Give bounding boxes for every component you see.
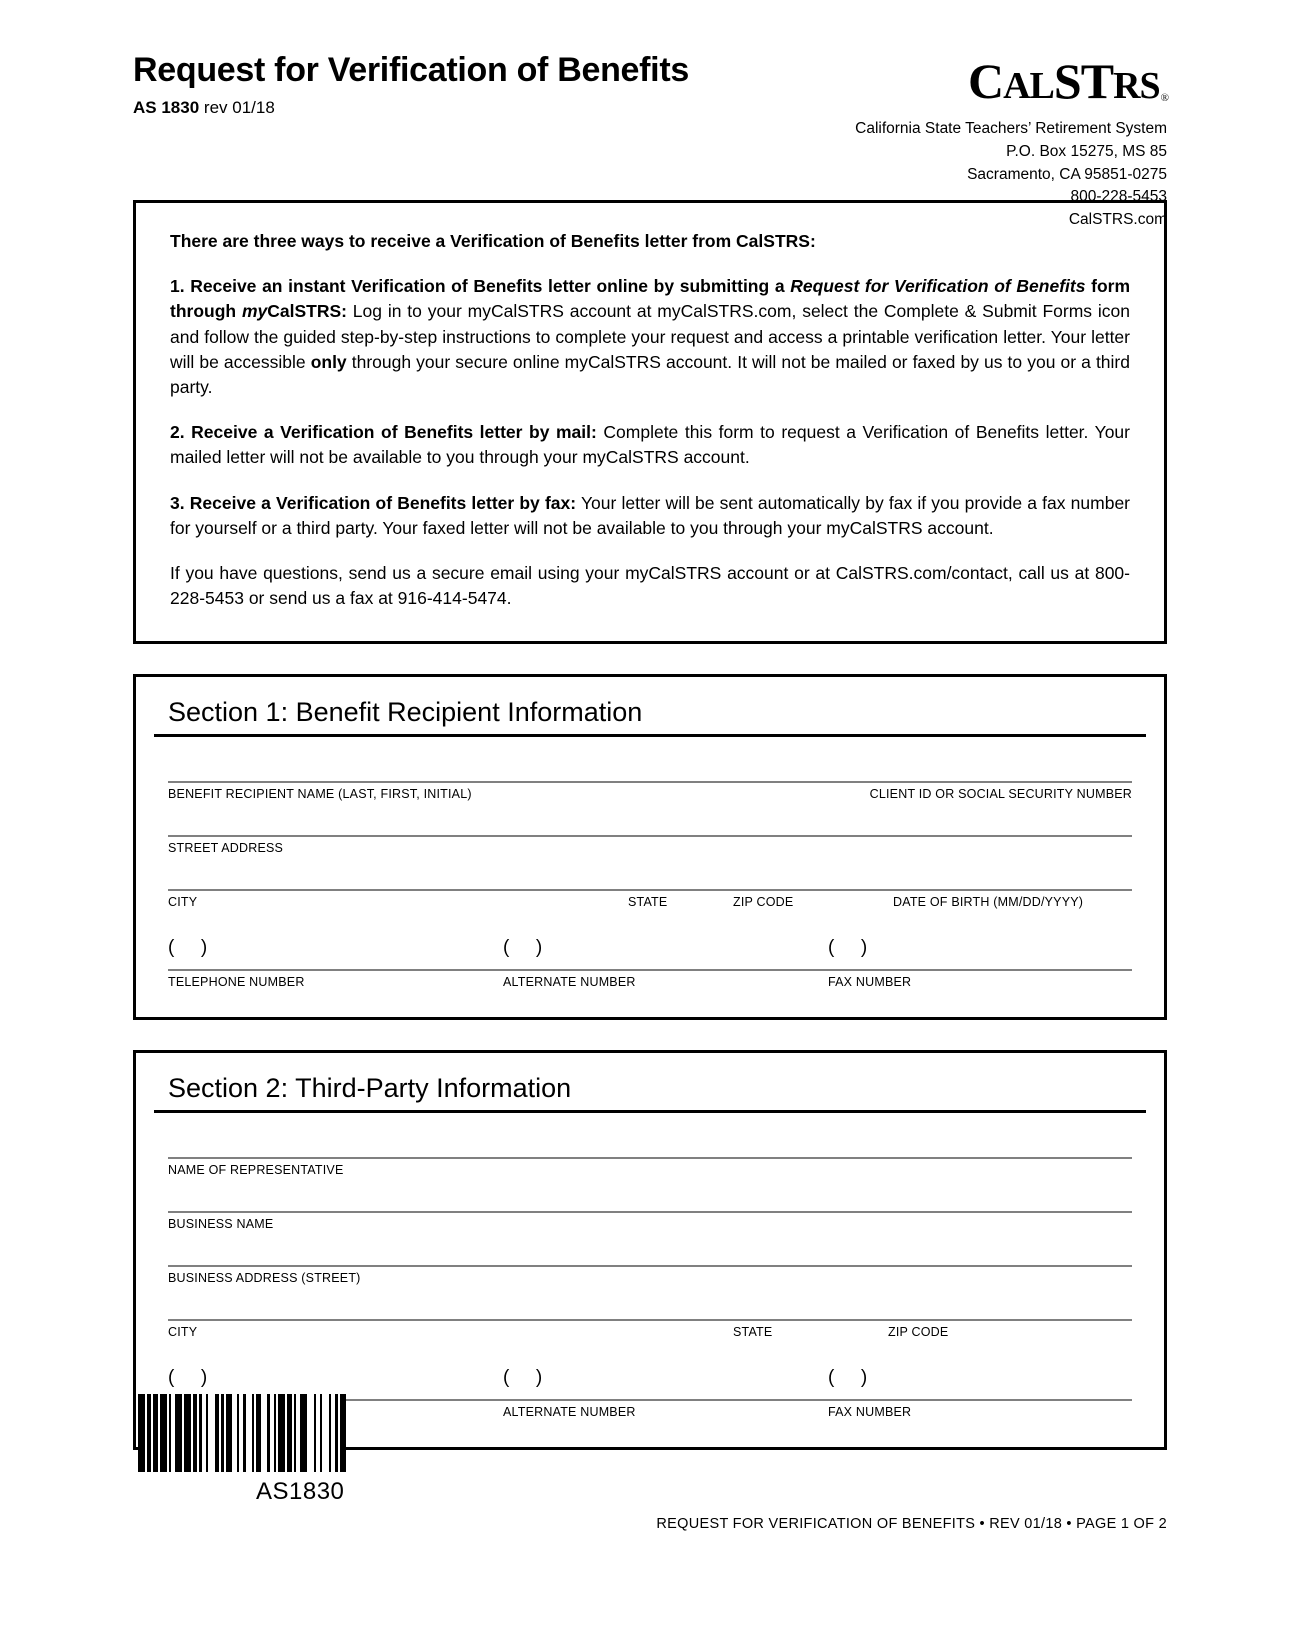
- item3-body: Your letter will be sent automatically by fax if you provide a fax number for yourself or a third party. Your faxed letter will not be available to you through your myCalSTRS account.: [170, 492, 1131, 538]
- label-business-name: BUSINESS NAME: [168, 1217, 274, 1232]
- fax-area-code-marks-2: ( ): [828, 1367, 868, 1389]
- item1-lead-italic: Request for Verification of Benefits: [790, 276, 1086, 297]
- section-1-fields: [154, 781, 1146, 1001]
- instructions-box: [133, 200, 1167, 644]
- item1-lead-calstrs: CalSTRS:: [267, 301, 347, 322]
- item1-body-b: through your secure online myCalSTRS account. It will not be mailed or faxed by us to you or a third party.: [170, 351, 1130, 397]
- instruction-item-3: [170, 491, 1130, 541]
- instruction-item-1: [170, 274, 1130, 400]
- field-row-street-address[interactable]: [168, 835, 1132, 889]
- instruction-item-2: [170, 420, 1130, 470]
- page-header: [0, 0, 1312, 229]
- address-line-1: California State Teachers’ Retirement System: [855, 120, 1167, 137]
- label-alternate-number-2: ALTERNATE NUMBER: [503, 1405, 636, 1420]
- address-line-2: P.O. Box 15275, MS 85: [1006, 142, 1167, 160]
- instructions-heading: [170, 229, 1130, 254]
- barcode-area: [138, 1394, 346, 1506]
- field-row-recipient-name[interactable]: [168, 781, 1132, 835]
- label-state-2: STATE: [733, 1325, 773, 1340]
- label-telephone-number: TELEPHONE NUMBER: [168, 975, 305, 990]
- section-1: [133, 674, 1167, 1020]
- item1-lead-a: 1. Receive an instant Verification of Benefits letter online by submitting a: [170, 276, 791, 297]
- label-alternate-number: ALTERNATE NUMBER: [503, 975, 636, 990]
- address-line-3: Sacramento, CA 95851-0275: [967, 165, 1167, 183]
- alternate-area-code-marks-2: ( ): [503, 1367, 543, 1389]
- section-2-title: Section 2: Third-Party Information: [154, 1069, 1146, 1113]
- page-footer: REQUEST FOR VERIFICATION OF BENEFITS • REV 01/18 • PAGE 1 OF 2: [656, 1516, 1167, 1532]
- label-date-of-birth: DATE OF BIRTH (MM/DD/YYYY): [893, 895, 1084, 910]
- phone-paren-row-1: [168, 929, 1132, 969]
- form-number-revision: rev 01/18: [203, 98, 275, 118]
- item2-body: Complete this form to request a Verification of Benefits letter. Your mailed letter will not be available to you through your myCalSTRS account.: [170, 422, 1130, 468]
- label-business-address: BUSINESS ADDRESS (STREET): [168, 1271, 361, 1286]
- item1-body-only: only: [310, 351, 347, 372]
- fax-area-code-marks: ( ): [828, 937, 868, 959]
- instructions-heading-text: There are three ways to receive a Verification of Benefits letter from CalSTRS:: [170, 231, 816, 251]
- section-1-title: Section 1: Benefit Recipient Information: [154, 693, 1146, 737]
- brand-block: [747, 53, 1168, 232]
- item1-body-a: Log in to your myCalSTRS account at myCalSTRS.com, select the Complete & Submit Forms icon and follow the guided step-by-step instructions to complete your request and access a printable verification letter. Your letter will be accessible: [170, 301, 1130, 372]
- label-state: STATE: [628, 895, 668, 910]
- label-zip-code-2: ZIP CODE: [888, 1325, 949, 1340]
- label-fax-number-2: FAX NUMBER: [828, 1405, 912, 1420]
- field-row-city-state-zip-2[interactable]: [168, 1319, 1132, 1359]
- field-row-business-address[interactable]: [168, 1265, 1132, 1319]
- field-row-business-name[interactable]: [168, 1211, 1132, 1265]
- alternate-area-code-marks: ( ): [503, 937, 543, 959]
- item1-lead-my: my: [241, 301, 268, 322]
- form-number-code: AS 1830: [133, 98, 200, 118]
- instructions-closing: If you have questions, send us a secure email using your myCalSTRS account or at CalSTRS.com/contact, call us at 800-228-5453 or send us a fax at 916-414-5474.: [170, 562, 1130, 609]
- label-fax-number: FAX NUMBER: [828, 975, 912, 990]
- label-recipient-name: BENEFIT RECIPIENT NAME (LAST, FIRST, INITIAL): [168, 787, 472, 802]
- item1-lead-b: form through: [170, 276, 1130, 322]
- barcode-label: AS1830: [256, 1478, 345, 1505]
- page-title: Request for Verification of Benefits: [133, 51, 689, 89]
- field-row-phones-1[interactable]: [168, 969, 1132, 1001]
- field-row-city-state-zip-dob[interactable]: [168, 889, 1132, 929]
- address-phone: 800-228-5453: [1070, 188, 1167, 206]
- label-street-address: STREET ADDRESS: [168, 841, 284, 856]
- calstrs-logo: CALSTRS®: [967, 53, 1168, 109]
- label-city-2: CITY: [168, 1325, 198, 1340]
- registered-trademark-icon: ®: [1160, 92, 1168, 104]
- field-row-representative-name[interactable]: [168, 1157, 1132, 1211]
- telephone-area-code-marks-2: ( ): [168, 1367, 208, 1389]
- label-client-id: CLIENT ID OR SOCIAL SECURITY NUMBER: [869, 787, 1132, 802]
- label-representative-name: NAME OF REPRESENTATIVE: [168, 1163, 344, 1178]
- section-2: [133, 1050, 1167, 1450]
- label-zip-code: ZIP CODE: [733, 895, 794, 910]
- agency-address: [747, 118, 1167, 232]
- item2-lead: 2. Receive a Verification of Benefits letter by mail:: [170, 422, 597, 443]
- section-2-fields: [154, 1157, 1146, 1431]
- label-city: CITY: [168, 895, 198, 910]
- address-website: CalSTRS.com: [1068, 211, 1167, 229]
- item3-lead: 3. Receive a Verification of Benefits letter by fax:: [170, 492, 577, 513]
- barcode-image: [138, 1394, 346, 1472]
- telephone-area-code-marks: ( ): [168, 937, 208, 959]
